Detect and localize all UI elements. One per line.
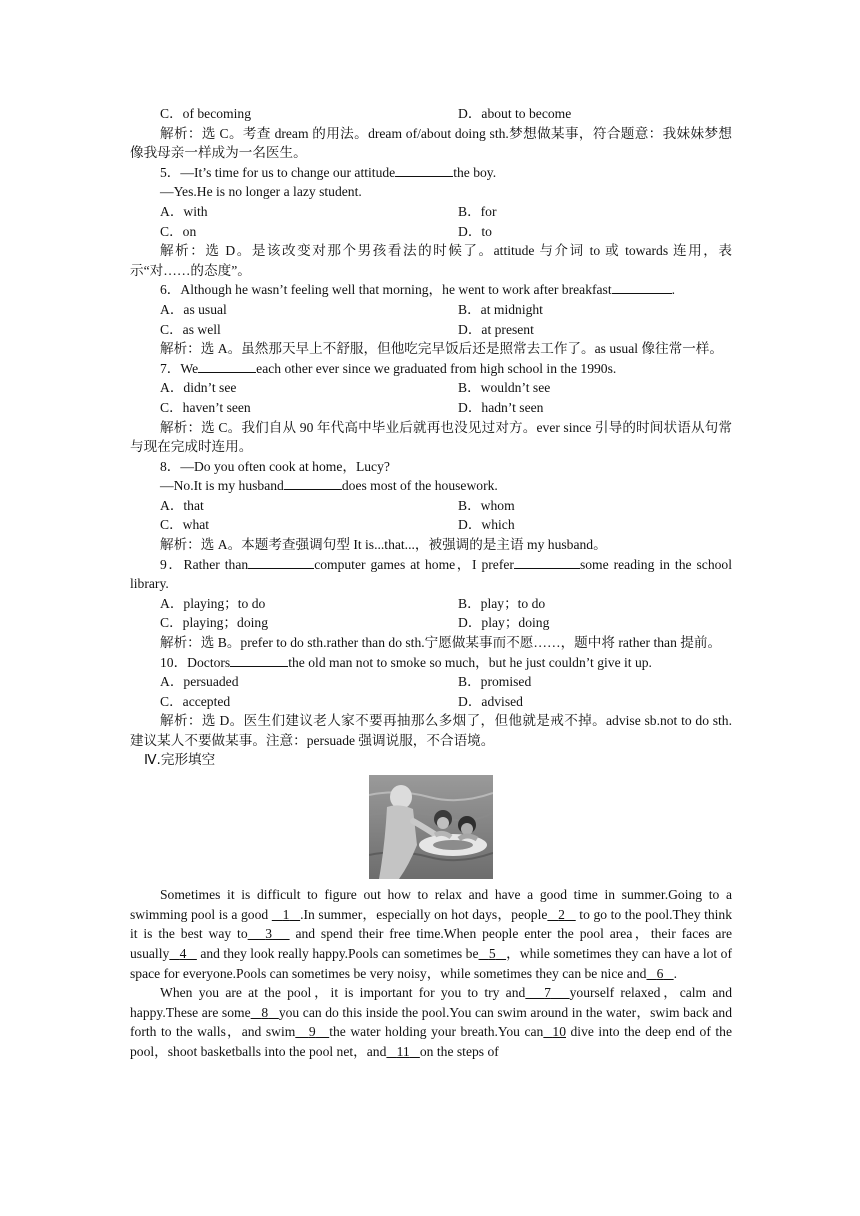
blank-4[interactable]: 4	[179, 945, 187, 961]
q9-option-c: C．playing；doing	[160, 615, 268, 631]
q9-option-d: D．play；doing	[458, 615, 550, 631]
q6-options-cd	[130, 320, 732, 340]
q5-stem: 5．—It’s time for us to change our attitude the boy.	[160, 164, 497, 180]
cloze-paragraph-2: When you are at the pool，it is important for you to try and 7 yourself relaxed，calm and happy.These are some 8 you can do this inside the pool.You can swim around in the water，swim back and forth to the walls，and swim 9 the water holding your breath.You can 10 dive into the deep end of the pool，shoot basketballs into the pool net，and 11 on the steps of	[130, 985, 733, 1059]
q5-options-cd	[130, 222, 732, 242]
q8-analysis: 解析：选 A。本题考查强调句型 It is...that...，被强调的是主语 my husband。	[160, 537, 607, 553]
section-title: Ⅳ.完形填空	[144, 751, 216, 768]
q5-option-a: A．with	[160, 203, 208, 219]
q4-options-row	[130, 104, 732, 124]
pool-photo-image	[369, 775, 493, 879]
q4-analysis: 解析：选 C。考查 dream 的用法。dream of/about doing sth.梦想做某事，符合题意：我妹妹梦想像我母亲一样成为一名医生。	[130, 125, 732, 161]
q7-options-cd	[130, 398, 732, 418]
blank-10[interactable]: 10	[552, 1024, 566, 1040]
blank-1[interactable]: 1	[282, 906, 290, 922]
q7-option-a: A．didn’t see	[160, 380, 237, 396]
q8-option-a: A．that	[160, 497, 204, 513]
q6-option-b: B．at midnight	[458, 301, 543, 317]
q10-analysis: 解析：选 D。医生们建议老人家不要再抽那么多烟了，但他就是戒不掉。advise sb.not to do sth.建议某人不要做某事。注意：persuade 强调说服，不合语境。	[130, 713, 732, 748]
q5-option-d: D．to	[458, 223, 492, 239]
q8-option-d: D．which	[458, 517, 515, 533]
q10-option-b: B．promised	[458, 674, 532, 690]
q6-options-ab	[130, 300, 732, 320]
q8-stem: 8．—Do you often cook at home，Lucy?	[160, 458, 390, 474]
blank-2[interactable]: 2	[558, 906, 565, 922]
q7-stem: 7．We each other ever since we graduated from high school in the 1990s.	[160, 360, 617, 376]
blank-11[interactable]: 11	[396, 1043, 410, 1059]
q9-analysis: 解析：选 B。prefer to do sth.rather than do sth.宁愿做某事而不愿……，题中将 rather than 提前。	[160, 635, 722, 651]
blank-9[interactable]: 9	[308, 1024, 316, 1040]
q8-stem-reply: —No.It is my husband does most of the housework.	[160, 478, 498, 494]
q7-option-d: D．hadn’t seen	[458, 399, 544, 415]
q7-option-c: C．haven’t seen	[160, 399, 251, 415]
q5-option-c: C．on	[160, 223, 197, 239]
q4-option-c: C．of becoming	[160, 106, 251, 121]
q9-option-a: A．playing；to do	[160, 595, 266, 611]
q10-stem: 10．Doctors the old man not to smoke so much，but he just couldn’t give it up.	[160, 654, 652, 670]
blank-5[interactable]: 5	[488, 945, 496, 961]
q5-option-b: B．for	[458, 203, 497, 219]
q8-option-b: B．whom	[458, 497, 515, 513]
document-page	[130, 104, 732, 1062]
q7-option-b: B．wouldn’t see	[458, 380, 551, 396]
q10-option-a: A．persuaded	[160, 674, 239, 690]
q10-options-ab	[130, 672, 732, 692]
q7-options-ab	[130, 378, 732, 398]
q10-options-cd	[130, 692, 732, 712]
q10-option-d: D．advised	[458, 693, 523, 709]
q6-stem: 6．Although he wasn’t feeling well that morning，he went to work after breakfast .	[160, 282, 676, 298]
q8-options-ab	[130, 496, 732, 516]
cloze-paragraph-1: Sometimes it is difficult to figure out how to relax and have a good time in summer.Going to a swimming pool is a good 1 .In summer，especially on hot days，people 2 to go to the pool.They think it is the best way to 3 and spend their free time.When people enter the pool area，their faces are usually 4 and they look really happy.Pools can sometimes be 5 ，while sometimes they can have a lot of space for everyone.Pools can sometimes be very noisy，while sometimes they can be nice and 6 .	[130, 887, 733, 981]
q6-option-a: A．as usual	[160, 301, 227, 317]
q10-option-c: C．accepted	[160, 693, 231, 709]
q8-options-cd	[130, 515, 732, 535]
q9-options-cd	[130, 613, 732, 633]
blank-6[interactable]: 6	[656, 965, 664, 981]
q8-option-c: C．what	[160, 517, 210, 533]
q9-stem: 9．Rather than computer games at home，I prefer some reading in the school library.	[130, 556, 732, 592]
q6-option-d: D．at present	[458, 321, 534, 337]
q5-options-ab	[130, 202, 732, 222]
q9-option-b: B．play；to do	[458, 595, 546, 611]
q7-analysis: 解析：选 C。我们自从 90 年代高中毕业后就再也没见过对方。ever since 引导的时间状语从句常与现在完成时连用。	[130, 419, 732, 455]
q5-analysis: 解析：选 D。是该改变对那个男孩看法的时候了。attitude 与介词 to 或 towards 连用，表示“对……的态度”。	[130, 243, 732, 278]
q4-option-d: D．about to become	[458, 106, 572, 121]
q9-options-ab	[130, 594, 732, 614]
pool-photo	[369, 775, 493, 879]
q6-option-c: C．as well	[160, 321, 221, 337]
q6-analysis: 解析：选 A。虽然那天早上不舒服，但他吃完早饭后还是照常去工作了。as usual 像往常一样。	[160, 341, 723, 357]
blank-8[interactable]: 8	[261, 1004, 269, 1020]
q5-stem-reply: —Yes.He is no longer a lazy student.	[160, 184, 362, 200]
blank-7[interactable]: 7	[544, 985, 551, 1001]
blank-3[interactable]: 3	[265, 926, 273, 942]
